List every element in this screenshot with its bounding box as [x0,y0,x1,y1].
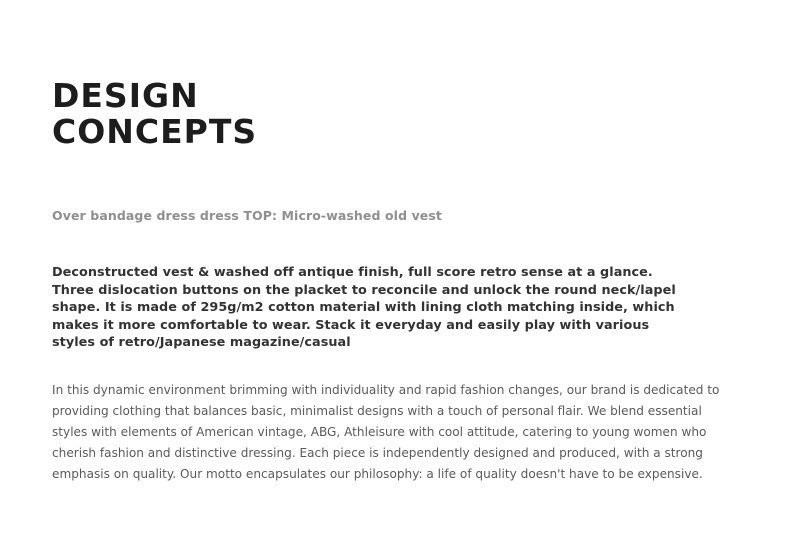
body-paragraph: In this dynamic environment brimming with individuality and rapid fashion changes, our brand is dedicated to providing clothing that balances basic, minimalist designs with a touch of personal flair. We blend essential styles with elements of American vintage, ABG, Athleisure with cool attitude, catering to young women who cherish fashion and distinctive dressing. Each piece is independently designed and produced, with a strong emphasis on quality. Our motto encapsulates our philosophy: a life of quality doesn't have to be expensive. [52,383,720,481]
page-title-line-1: DESIGN [52,76,199,115]
page-title-line-2: CONCEPTS [52,112,258,151]
page-subtitle: Over bandage dress dress TOP: Micro-washed old vest [52,208,443,223]
lead-paragraph: Deconstructed vest & washed off antique finish, full score retro sense at a glance. Three dislocation buttons on the placket to reconcile and unlock the round neck/lapel shape. It is made of 295g/m2 cotton material with lining cloth matching inside, which makes it more comfortable to wear. Stack it everyday and easily play with various styles of retro/Japanese magazine/casual [52,265,676,350]
page-title [52,78,257,150]
